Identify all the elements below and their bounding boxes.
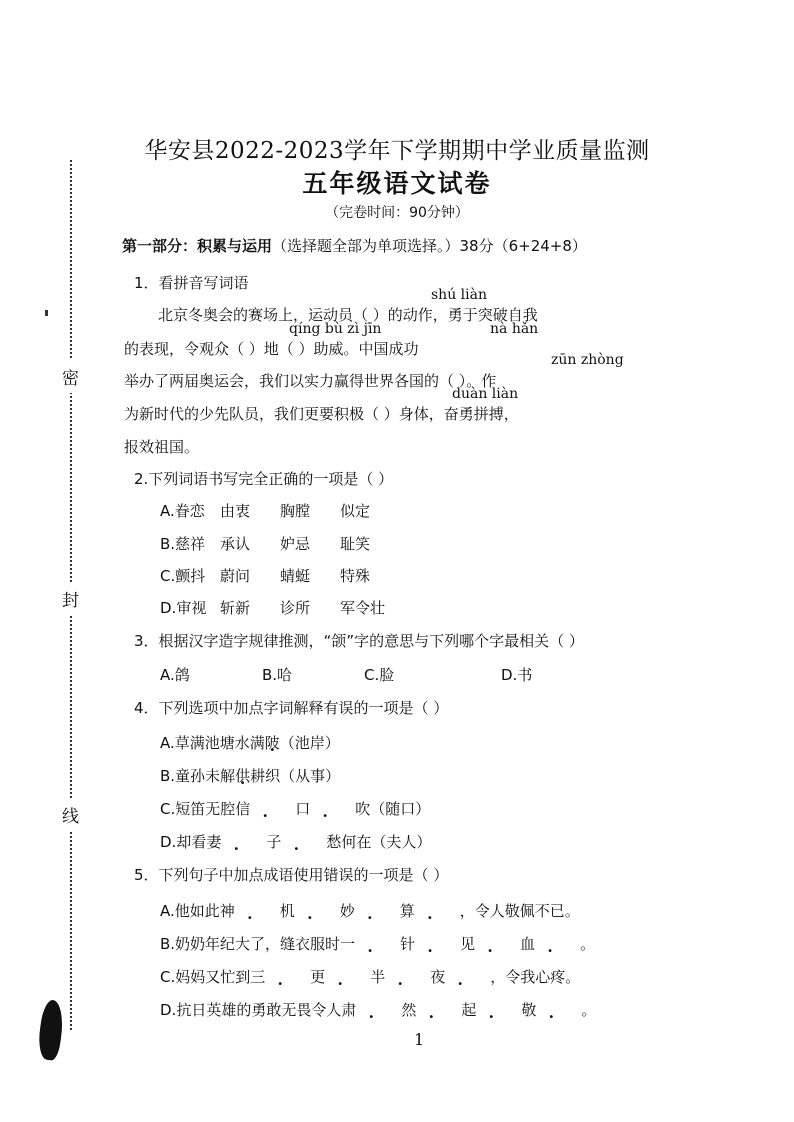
emphasis-char: 针 [400, 935, 416, 953]
q2-option-d [160, 597, 400, 618]
q5-d-pre: D.抗日英雄的勇敢无畏令人 [160, 1001, 342, 1019]
seal-mi: 密 [62, 360, 79, 393]
q3-stem: 3．根据汉字造字规律推测，“颌”字的意思与下列哪个字最相关（ ） [134, 632, 584, 650]
emphasis-char: 口 [295, 800, 311, 818]
emphasis-char: 然 [401, 1001, 417, 1019]
q2-a-word4: 似定 [340, 502, 371, 520]
scan-mark [45, 310, 48, 316]
q5-d-post: 。 [581, 1001, 597, 1019]
q4-c-pre: C.短笛无腔 [160, 800, 236, 818]
emphasis-char: 妙 [339, 902, 355, 920]
emphasis-char: 见 [460, 935, 476, 953]
q3-option-d: D.书 [501, 666, 533, 684]
q5-b-dotted [340, 933, 580, 954]
emphasis-char: 机 [279, 902, 295, 920]
emphasis-char: 一 [340, 935, 356, 953]
q4-b-pre: B.童孙未解 [160, 767, 236, 785]
q5-stem: 5．下列句子中加点成语使用错误的一项是（ ） [134, 866, 449, 884]
part1-note: （选择题全部为单项选择。）38分（6+24+8） [272, 237, 587, 255]
emphasis-char: 三 [250, 968, 266, 986]
emphasis-char: 半 [370, 968, 386, 986]
q2-d-word4: 军令壮 [340, 599, 386, 617]
q5-d-dotted [341, 999, 581, 1020]
emphasis-char: 血 [520, 935, 536, 953]
q1-line-5: 报效祖国。 [124, 438, 200, 456]
q5-option-a [160, 900, 580, 921]
scan-ink-blot [36, 999, 66, 1061]
q4-c-dotted [235, 798, 355, 819]
q2-c-word2: 蔚问 [220, 567, 251, 585]
q2-option-a [160, 500, 400, 521]
q3-option-c: C.脸 [364, 666, 395, 684]
emphasis-char: 子 [266, 833, 282, 851]
q2-d-word1: D.审视 [160, 599, 207, 617]
q1-pinyin-4: zūn zhòng [551, 352, 624, 368]
emphasis-char: 信 [235, 800, 251, 818]
emphasis-char: 妻 [206, 833, 222, 851]
q4-d-dotted [206, 831, 326, 852]
exam-title: 华安县2022-2023学年下学期期中学业质量监测 [144, 138, 650, 164]
seal-xian: 线 [62, 798, 79, 831]
q4-d-post: 愁何在（夫人） [326, 833, 432, 851]
q2-c-word1: C.颤抖 [160, 567, 206, 585]
q2-a-word1: A.眷恋 [160, 502, 205, 520]
q4-b-dotted: 供 [235, 767, 251, 785]
part1-heading [122, 235, 587, 256]
emphasis-char: 起 [461, 1001, 477, 1019]
q1-line-4: 为新时代的少先队员，我们更要积极（ ）身体，奋勇拼搏， [124, 405, 519, 423]
q4-stem: 4．下列选项中加点字词解释有误的一项是（ ） [134, 699, 449, 717]
q3-option-b: B.哈 [262, 666, 293, 684]
q1-pinyin-2: qíng bù zì jīn [289, 321, 382, 337]
q1-pinyin-1: shú liàn [431, 287, 487, 303]
q3-option-a: A.鸽 [160, 666, 190, 684]
q4-option-b [160, 765, 340, 786]
q5-c-pre: C.妈妈又忙到 [160, 968, 251, 986]
emphasis-char: 敬 [521, 1001, 537, 1019]
q2-c-word4: 特殊 [340, 567, 371, 585]
q2-b-word1: B.慈祥 [160, 535, 206, 553]
page-number: 1 [414, 1030, 425, 1049]
q5-a-dotted [220, 900, 460, 921]
q1-line-3: 举办了两届奥运会，我们以实力赢得世界各国的（ ）。作 [124, 372, 497, 390]
q1-line-2: 的表现，令观众（ ）地（ ）助威。中国成功 [124, 340, 419, 358]
emphasis-char: 夜 [430, 968, 446, 986]
exam-time-note: （完卷时间：90分钟） [325, 205, 469, 221]
q5-a-pre: A.他如此 [160, 902, 220, 920]
q4-option-a [160, 732, 340, 753]
q1-pinyin-5: duàn liàn [452, 386, 519, 402]
q5-option-d [160, 999, 596, 1020]
q4-option-c [160, 798, 430, 819]
q2-b-word4: 耻笑 [340, 535, 371, 553]
emphasis-char: 肃 [341, 1001, 357, 1019]
q5-c-dotted [250, 966, 490, 987]
emphasis-char: 神 [219, 902, 235, 920]
q4-c-post: 吹（随口） [355, 800, 431, 818]
q2-c-word3: 蜻蜓 [280, 567, 311, 585]
emphasis-char: 算 [399, 902, 415, 920]
q2-option-c [160, 565, 400, 586]
seal-feng: 封 [62, 582, 79, 615]
q4-option-d [160, 831, 431, 852]
q1-pinyin-3: nà hǎn [490, 321, 539, 337]
q2-a-word2: 由衷 [220, 502, 251, 520]
q1-line-1: 北京冬奥会的赛场上，运动员（ ）的动作，勇于突破自我 [158, 306, 538, 324]
q1-stem: 1．看拼音写词语 [134, 274, 249, 292]
q2-b-word2: 承认 [220, 535, 251, 553]
q5-option-c [160, 966, 580, 987]
emphasis-char: 更 [310, 968, 326, 986]
part1-label: 第一部分：积累与运用 [122, 237, 273, 255]
q5-option-b [160, 933, 595, 954]
q2-d-word3: 诊所 [280, 599, 311, 617]
q5-a-post: ，令人敬佩不已。 [459, 902, 580, 920]
q4-a-post: （池岸） [279, 734, 340, 752]
q4-a-pre: A.草满池塘水满 [160, 734, 265, 752]
q4-a-dotted: 陂 [264, 734, 280, 752]
q4-d-pre: D.却看 [160, 833, 207, 851]
q5-b-pre: B.奶奶年纪大了，缝衣服时 [160, 935, 341, 953]
q2-stem: 2.下列词语书写完全正确的一项是（ ） [134, 470, 394, 488]
q2-a-word3: 胸膛 [280, 502, 311, 520]
q5-c-post: ，令我心疼。 [490, 968, 581, 986]
q3-options [160, 664, 561, 685]
q2-d-word2: 斩新 [220, 599, 251, 617]
q5-b-post: 。 [580, 935, 596, 953]
q4-b-post: 耕织（从事） [250, 767, 341, 785]
q2-b-word3: 妒忌 [280, 535, 311, 553]
exam-subtitle: 五年级语文试卷 [302, 169, 492, 198]
q2-option-b [160, 533, 400, 554]
